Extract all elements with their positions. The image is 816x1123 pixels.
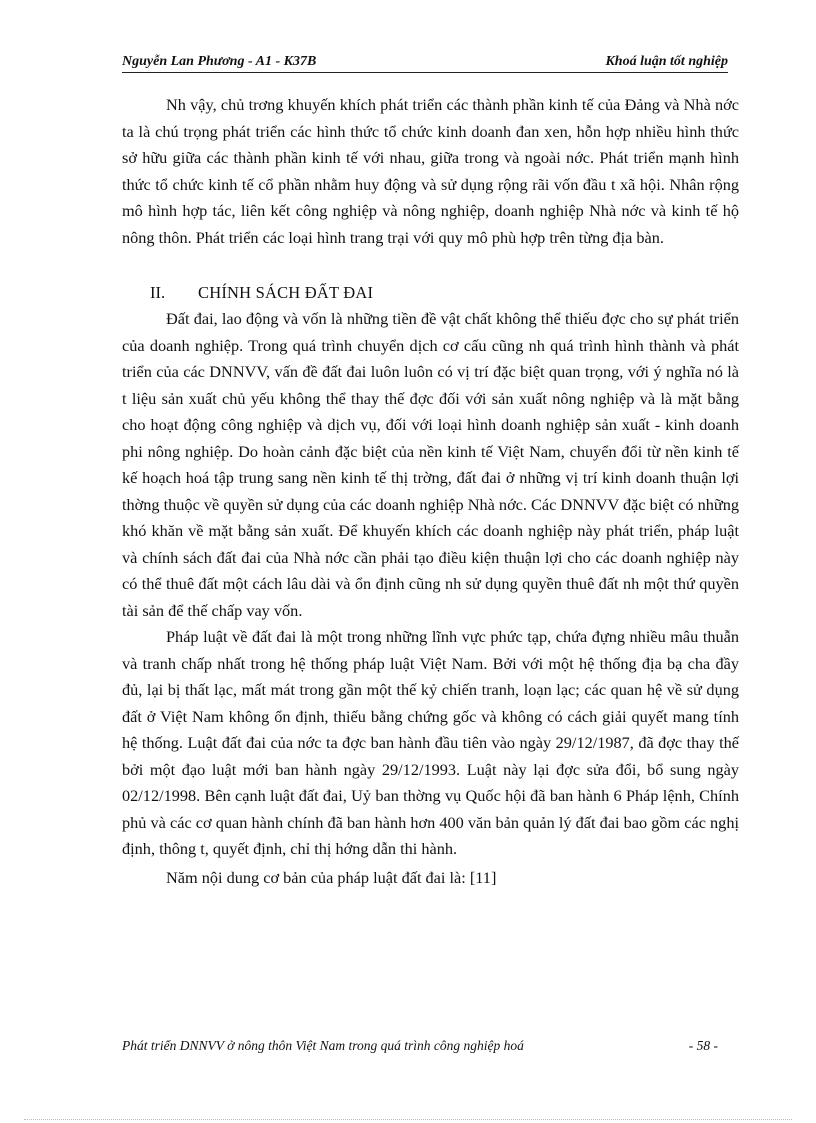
paragraph-land-law: Pháp luật về đất đai là một trong những lĩnh vực phức tạp, chứa đựng nhiều mâu thuẫn và tranh chấp nhất trong hệ thống pháp luật Việt Nam. Bởi với một hệ thống địa bạ cha đầy đủ, lại bị thất lạc, mất mát trong gần một thế kỷ chiến tranh, loạn lạc; các quan hệ về sử dụng đất ở Việt Nam không ổn định, thiếu bằng chứng gốc và không có cách giải quyết mang tính hệ thống. Luật đất đai của nớc ta đợc ban hành đầu tiên vào ngày 29/12/1987, đã đợc thay thế bởi một đạo luật mới ban hành ngày 29/12/1993. Luật này lại đợc sửa đổi, bổ sung ngày 02/12/1998. Bên cạnh luật đất đai, Uỷ ban thờng vụ Quốc hội đã ban hành 6 Pháp lệnh, Chính phủ và các cơ quan hành chính đã ban hành hơn 400 văn bản quản lý đất đai bao gồm các nghị định, thông t, quyết định, chỉ thị hớng dẫn thi hành. <box>122 627 739 858</box>
section-number: II. <box>150 283 166 302</box>
paragraph-five-contents: Năm nội dung cơ bản của pháp luật đất đai là: [11] <box>166 867 497 887</box>
section-heading <box>122 281 739 305</box>
section-title: CHÍNH SÁCH ĐẤT ĐAI <box>198 283 374 302</box>
header-divider <box>122 72 728 73</box>
header-author: Nguyễn Lan Phương - A1 - K37B <box>122 54 317 69</box>
footer-thesis-title: Phát triển DNNVV ở nông thôn Việt Nam trong quá trình công nghiệp hoá <box>122 1038 524 1053</box>
header-document-type: Khoá luận tốt nghiệp <box>605 54 728 69</box>
page-number: - 58 - <box>688 1038 718 1053</box>
page-bottom-border <box>24 1119 792 1120</box>
paragraph-economic-sectors: Nh vậy, chủ trơng khuyến khích phát triển các thành phần kinh tế của Đảng và Nhà nớc ta là chú trọng phát triển các hình thức tổ chức kinh doanh đan xen, hỗn hợp nhiều hình thức sở hữu giữa các thành phần kinh tế với nhau, giữa trong và ngoài nớc. Phát triển mạnh hình thức tổ chức kinh tế cổ phần nhằm huy động và sử dụng rộng rãi vốn đầu t xã hội. Nhân rộng mô hình hợp tác, liên kết công nghiệp và nông nghiệp, doanh nghiệp Nhà nớc và kinh tế hộ nông thôn. Phát triển các loại hình trang trại với quy mô phù hợp trên từng địa bàn. <box>122 95 739 247</box>
page-header <box>122 54 728 72</box>
page-footer <box>122 1038 718 1058</box>
page-body <box>122 92 739 891</box>
paragraph-land-importance: Đất đai, lao động và vốn là những tiền đề vật chất không thể thiếu đợc cho sự phát triển của doanh nghiệp. Trong quá trình chuyển dịch cơ cấu cũng nh quá trình hình thành và phát triển của các DNNVV, vấn đề đất đai luôn luôn có vị trí đặc biệt quan trọng, với ý nghĩa nó là t liệu sản xuất chủ yếu không thể thay thế đợc đối với sản xuất nông nghiệp và là mặt bằng cho hoạt động công nghiệp và dịch vụ, đối với loại hình doanh nghiệp sản xuất - kinh doanh phi nông nghiệp. Do hoàn cảnh đặc biệt của nền kinh tế Việt Nam, chuyển đổi từ nền kinh tế kế hoạch hoá tập trung sang nền kinh tế thị trờng, đất đai ở những vị trí kinh doanh thuận lợi thờng thuộc về quyền sử dụng của các doanh nghiệp Nhà nớc. Các DNNVV đặc biệt có những khó khăn về mặt bằng sản xuất. Để khuyến khích các doanh nghiệp này phát triển, pháp luật và chính sách đất đai của Nhà nớc cần phải tạo điều kiện thuận lợi cho các doanh nghiệp này có thể thuê đất một cách lâu dài và ổn định cũng nh sử dụng quyền thuê đất nh một thứ quyền tài sản để thế chấp vay vốn. <box>122 309 739 620</box>
